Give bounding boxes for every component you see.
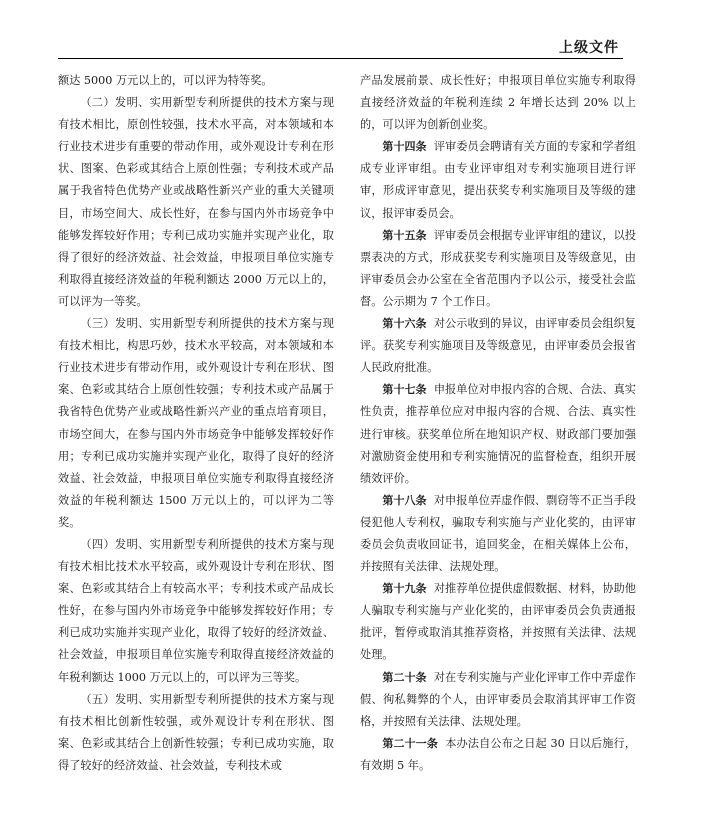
article-16-label: 第十六条 <box>382 317 427 331</box>
section-title: 上级文件 <box>559 40 619 56</box>
page-header <box>58 40 623 59</box>
article-14-label: 第十四条 <box>382 140 427 154</box>
article-15 <box>360 225 636 313</box>
article-17 <box>360 379 636 489</box>
paragraph-special-award-end: 额达 5000 万元以上的，可以评为特等奖。 <box>58 74 273 87</box>
article-15-text: 评审委员会根据专业评审组的建议，以投票表决的方式，形成获奖专利实施项目及等级意见，由评审委员会办公室在全省范围内予以公示，接受社会监督。公示期为 7 个工作日。 <box>360 228 636 308</box>
article-16-text: 对公示收到的异议，由评审委员会组织复评。获奖专利实施项目及等级意见，由评审委员会报省人民政府批准。 <box>360 317 636 375</box>
article-15-label: 第十五条 <box>382 228 427 242</box>
article-19-label: 第十九条 <box>382 582 427 596</box>
article-14-text: 评审委员会聘请有关方面的专家和学者组成专业评审组。由专业评审组对专利实施项目进行评审，形成评审意见，提出获奖专利实施项目及等级的建议，报评审委员会。 <box>360 140 636 220</box>
paragraph-third-prize: （四）发明、实用新型专利所提供的技术方案与现有技术相比技术水平较高，或外观设计专利在形状、图案、色彩或其结合上有较高水平；专利技术或产品成长性好，在参与国内外市场竞争中能够发挥较好作用；专利已成功实施并实现产业化，取得了较好的经济效益、社会效益，申报项目单位实施专利取得直接经济效益的年税利额达 1000 万元以上的，可以评为三等奖。 <box>58 537 334 684</box>
left-column <box>58 70 334 777</box>
paragraph-first-prize: （二）发明、实用新型专利所提供的技术方案与现有技术相比，原创性较强，技术水平高，对本领域和本行业技术进步有重要的带动作用，或外观设计专利在形状、图案、色彩或其结合上原创性强；专利技术或产品属于我省特色优势产业或战略性新兴产业的重大关键项目，市场空间大、成长性好，在参与国内外市场竞争中能够发挥较好作用；专利已成功实施并实现产业化，取得了很好的经济效益、社会效益，申报项目单位实施专利取得直接经济效益的年税利额达 2000 万元以上的，可以评为一等奖。 <box>58 96 334 308</box>
article-21-label: 第二十一条 <box>382 736 438 750</box>
article-19 <box>360 578 636 666</box>
paragraph-second-prize: （三）发明、实用新型专利所提供的技术方案与现有技术相比，构思巧妙，技术水平较高，对本领域和本行业技术进步有带动作用，或外观设计专利在形状、图案、色彩或其结合上原创性较强；专利技术或产品属于我省特色优势产业或战略性新兴产业的重点培育项目，市场空间大，在参与国内外市场竞争中能够发挥较好作用；专利已成功实施并实现产业化，取得了良好的经济效益、社会效益，申报项目单位实施专利取得直接经济效益的年税利额达 1500 万元以上的，可以评为二等奖。 <box>58 317 334 529</box>
article-21 <box>360 733 636 777</box>
article-19-text: 对推荐单位提供虚假数据、材料，协助他人骗取专利实施与产业化奖的，由评审委员会负责通报批评，暂停或取消其推荐资格，并按照有关法律、法规处理。 <box>360 582 636 662</box>
article-20-text: 对在专利实施与产业化评审工作中弄虚作假、徇私舞弊的个人，由评审委员会取消其评审工作资格，并按照有关法律、法规处理。 <box>360 670 636 728</box>
article-21-text: 本办法自公布之日起 30 日以后施行，有效期 5 年。 <box>360 736 637 772</box>
article-16 <box>360 313 636 379</box>
right-column <box>360 70 636 777</box>
article-20 <box>360 667 636 733</box>
article-14 <box>360 136 636 224</box>
article-17-text: 申报单位对申报内容的合规、合法、真实性负责，推荐单位应对申报内容的合规、合法、真实性进行审核。获奖单位所在地知识产权、财政部门要加强对激励资金使用和专利实施情况的监督检查，组织开展绩效评价。 <box>360 383 636 485</box>
paragraph-innovation-award-end: 产品发展前景、成长性好；申报项目单位实施专利取得直接经济效益的年税利连续 2 年增长达到 20% 以上的，可以评为创新创业奖。 <box>360 74 636 132</box>
article-17-label: 第十七条 <box>382 383 427 397</box>
paragraph-innovation-award: （五）发明、实用新型专利所提供的技术方案与现有技术相比创新性较强，或外观设计专利在形状、图案、色彩或其结合上创新性较强；专利已成功实施，取得了较好的经济效益、社会效益，专利技术或 <box>58 692 334 772</box>
article-20-label: 第二十条 <box>382 670 427 684</box>
article-18-label: 第十八条 <box>382 493 427 507</box>
article-18-text: 对申报单位弄虚作假、剽窃等不正当手段侵犯他人专利权，骗取专利实施与产业化奖的，由评审委员会负责收回证书，追回奖金，在相关媒体上公布，并按照有关法律、法规处理。 <box>360 493 636 574</box>
article-18 <box>360 490 636 578</box>
